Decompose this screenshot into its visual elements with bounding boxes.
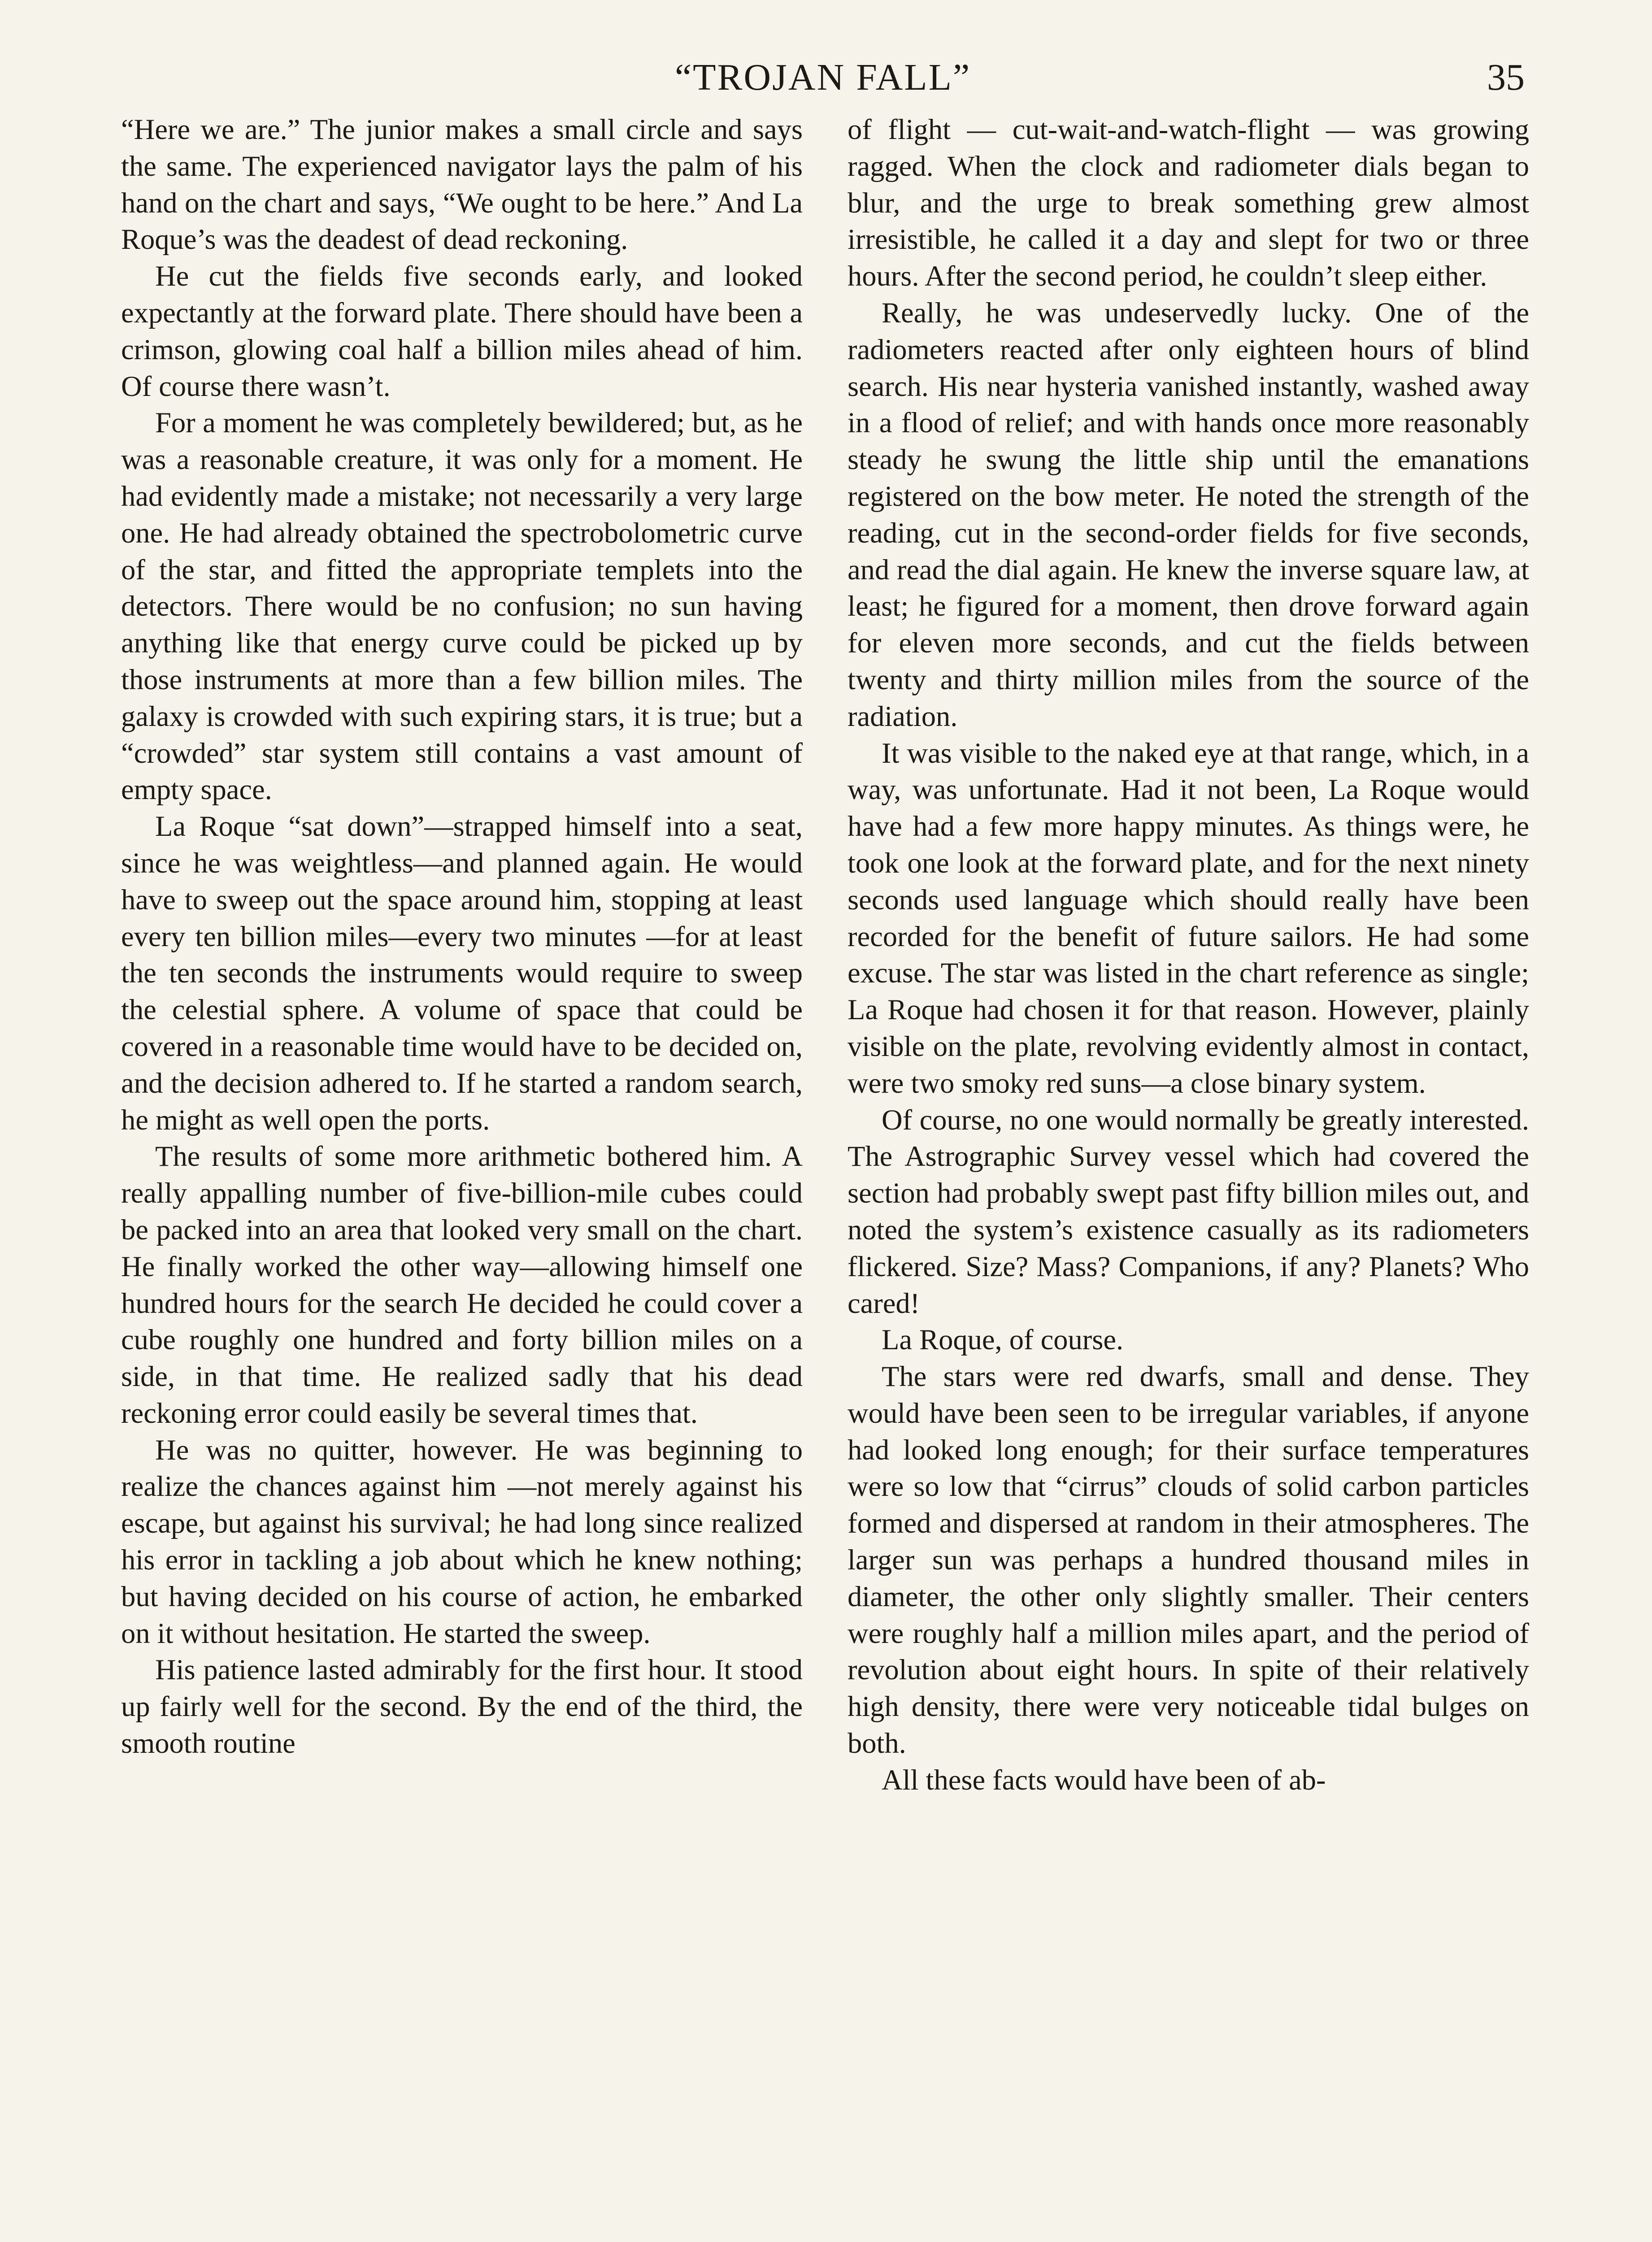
paragraph: His patience lasted admirably for the first hour. It stood up fairly well for the second. By the end of the third, the smooth routine (121, 1654, 803, 1760)
paragraph: The stars were red dwarfs, small and dense. They would have been seen to be irregular variables, if anyone had looked long enough; for their surface temperatures were so low that “cirrus” clouds of solid carbon particles formed and dispersed at random in their atmospheres. The larger sun was perhaps a hundred thousand miles in diameter, the other only slightly smaller. Their centers were roughly half a million miles apart, and the period of revolution about eight hours. In spite of their relatively high density, there were very noticeable tidal bulges on both. (848, 1360, 1529, 1760)
paragraph: La Roque “sat down”—strapped himself into a seat, since he was weightless—and planned again. He would have to sweep out the space around him, stopping at least every ten billion miles—every two minutes —for at least the ten seconds the instruments would require to sweep the celestial sphere. A volume of space that could be covered in a reasonable time would have to be decided on, and the decision adhered to. If he started a random search, he might as well open the ports. (121, 810, 803, 1136)
page-number: 35 (1487, 56, 1525, 98)
paragraph: He was no quitter, however. He was beginning to realize the chances against him —not merely against his escape, but against his survival; he had long since realized his error in tackling a job about which he knew nothing; but having decided on his course of action, he embarked on it without hesitation. He started the sweep. (121, 1434, 803, 1649)
paragraph: All these facts would have been of ab- (882, 1764, 1326, 1796)
right-column (848, 111, 1529, 1799)
paragraph-continuation: of flight — cut-wait-and-watch-flight — was growing ragged. When the clock and radiometer dials began to blur, and the urge to break something grew almost irresistible, he called it a day and slept for two or three hours. After the second period, he couldn’t sleep either. (848, 113, 1529, 292)
paragraph: The results of some more arithmetic bothered him. A really appalling number of five-billion-mile cubes could be packed into an area that looked very small on the chart. He finally worked the other way—allowing himself one hundred hours for the search He decided he could cover a cube roughly one hundred and forty billion miles on a side, in that time. He realized sadly that his dead reckoning error could easily be several times that. (121, 1140, 803, 1429)
paragraph: Really, he was undeservedly lucky. One of the radiometers reacted after only eighteen hours of blind search. His near hysteria vanished instantly, washed away in a flood of relief; and with hands once more reasonably steady he swung the little ship until the emanations registered on the bow meter. He noted the strength of the reading, cut in the second-order fields for five seconds, and read the dial again. He knew the inverse square law, at least; he figured for a moment, then drove forward again for eleven more seconds, and cut the fields between twenty and thirty million miles from the source of the radiation. (848, 296, 1529, 732)
paragraph: It was visible to the naked eye at that range, which, in a way, was unfortunate. Had it not been, La Roque would have had a few more happy minutes. As things were, he took one look at the forward plate, and for the next ninety seconds used language which should really have been recorded for the benefit of future sailors. He had some excuse. The star was listed in the chart reference as single; La Roque had chosen it for that reason. However, plainly visible on the plate, revolving evidently almost in contact, were two smoky red suns—a close binary system. (848, 737, 1529, 1099)
paragraph: “Here we are.” The junior makes a small circle and says the same. The experienced navigator lays the palm of his hand on the chart and says, “We ought to be here.” And La Roque’s was the deadest of dead reckoning. (121, 113, 803, 256)
paragraph: Of course, no one would normally be greatly interested. The Astrographic Survey vessel which had covered the section had probably swept past fifty billion miles out, and noted the system’s existence casually as its radiometers flickered. Size? Mass? Companions, if any? Planets? Who cared! (848, 1104, 1529, 1319)
running-title: “TROJAN FALL” (674, 56, 971, 98)
left-column (121, 111, 803, 1762)
paragraph: For a moment he was completely bewildered; but, as he was a reasonable creature, it was only for a moment. He had evidently made a mistake; not necessarily a very large one. He had already obtained the spectrobolometric curve of the star, and fitted the appropriate templets into the detectors. There would be no confusion; no sun having anything like that energy curve could be picked up by those instruments at more than a few billion miles. The galaxy is crowded with such expiring stars, it is true; but a “crowded” star system still contains a vast amount of empty space. (121, 407, 803, 806)
page-header (121, 53, 1525, 102)
paragraph: He cut the fields five seconds early, and looked expectantly at the forward plate. There should have been a crimson, glowing coal half a billion miles ahead of him. Of course there wasn’t. (121, 260, 803, 402)
paragraph: La Roque, of course. (882, 1324, 1124, 1356)
